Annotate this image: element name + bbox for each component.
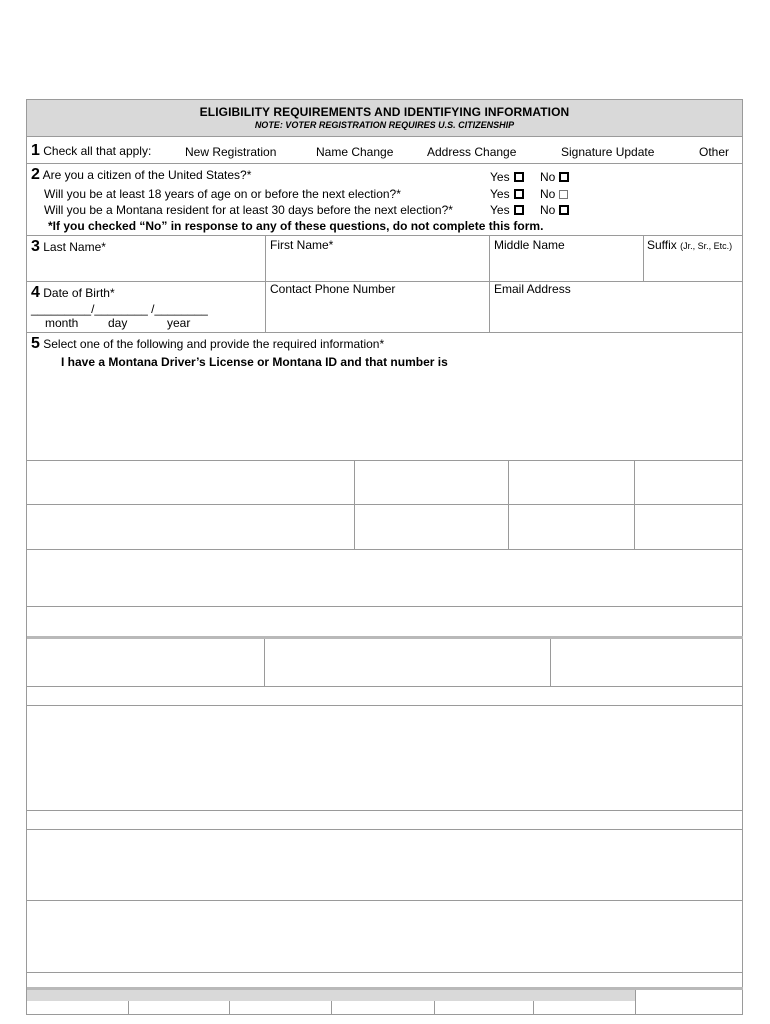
section-5-row <box>31 335 384 353</box>
section-5-number: 5 <box>31 335 40 352</box>
check-all-label: Check all that apply: <box>43 144 152 158</box>
no-label: No <box>540 187 556 201</box>
divider <box>643 235 644 281</box>
section-3-number: 3 <box>31 238 40 255</box>
divider <box>27 705 743 706</box>
age-yes[interactable] <box>490 187 524 201</box>
divider <box>27 460 743 461</box>
option-name-change[interactable]: Name Change <box>316 145 394 159</box>
section-separator <box>27 636 743 639</box>
form-title: ELIGIBILITY REQUIREMENTS AND IDENTIFYING INFORMATION <box>199 105 570 119</box>
section-4-number: 4 <box>31 284 40 301</box>
id-select-label: Select one of the following and provide the required information* <box>43 337 385 351</box>
suffix-hint: (Jr., Sr., Etc.) <box>680 241 733 251</box>
suffix-label: Suffix <box>647 238 677 252</box>
form-header <box>27 100 742 137</box>
option-other[interactable]: Other <box>699 145 730 159</box>
resident-no-checkbox[interactable] <box>559 205 569 215</box>
section-1-row <box>31 142 151 160</box>
divider <box>27 549 743 550</box>
yes-label: Yes <box>490 170 510 184</box>
divider <box>27 810 743 811</box>
eligibility-warning: *If you checked “No” in response to any of these questions, do not complete this form. <box>48 219 544 233</box>
divider <box>264 639 265 686</box>
divider <box>27 235 743 236</box>
citizen-no[interactable] <box>540 170 569 184</box>
no-label: No <box>540 170 556 184</box>
dob-label: Date of Birth* <box>43 286 115 300</box>
citizen-yes[interactable] <box>490 170 524 184</box>
last-name-label: Last Name* <box>43 240 106 254</box>
divider <box>27 900 743 901</box>
option-new-registration[interactable]: New Registration <box>185 145 277 159</box>
citizen-yes-checkbox[interactable] <box>514 172 524 182</box>
dob-month-label: month <box>45 316 79 330</box>
resident-yes[interactable] <box>490 203 524 217</box>
resident-yes-checkbox[interactable] <box>514 205 524 215</box>
resident-no[interactable] <box>540 203 569 217</box>
middle-name-label: Middle Name <box>494 238 565 252</box>
age-no[interactable] <box>540 187 568 201</box>
first-name-label: First Name* <box>270 238 334 252</box>
divider <box>265 235 266 332</box>
divider <box>27 163 743 164</box>
yes-label: Yes <box>490 203 510 217</box>
montana-id-option[interactable]: I have a Montana Driver’s License or Montana ID and that number is <box>61 355 448 369</box>
dob-year-label: year <box>167 316 191 330</box>
option-signature-update[interactable]: Signature Update <box>561 145 655 159</box>
divider <box>27 504 743 505</box>
divider <box>27 972 743 973</box>
last-name-field[interactable] <box>31 238 106 256</box>
divider <box>27 332 743 333</box>
dob-day-label: day <box>108 316 128 330</box>
voter-registration-form <box>26 99 743 1015</box>
divider <box>27 686 743 687</box>
dob-blank[interactable]: _________/________ /________ <box>31 302 208 316</box>
section-1-number: 1 <box>31 142 40 159</box>
age-no-checkbox[interactable] <box>559 190 568 199</box>
age-yes-checkbox[interactable] <box>514 189 524 199</box>
citizenship-note: NOTE: VOTER REGISTRATION REQUIRES U.S. CITIZENSHIP <box>254 120 515 130</box>
section-2-number: 2 <box>31 166 40 183</box>
yes-label: Yes <box>490 187 510 201</box>
option-address-change[interactable]: Address Change <box>427 145 517 159</box>
divider <box>489 235 490 332</box>
shaded-bar <box>27 990 635 1001</box>
resident-question: Will you be a Montana resident for at least 30 days before the next election?* <box>44 203 453 217</box>
citizen-question: Are you a citizen of the United States?* <box>42 168 252 182</box>
age-question: Will you be at least 18 years of age on or before the next election?* <box>44 187 401 201</box>
citizen-question-row <box>31 166 251 184</box>
divider <box>635 990 636 1015</box>
email-label: Email Address <box>494 282 571 296</box>
no-label: No <box>540 203 556 217</box>
suffix-label-row <box>647 238 732 252</box>
divider <box>27 829 743 830</box>
divider <box>550 639 551 686</box>
citizen-no-checkbox[interactable] <box>559 172 569 182</box>
divider <box>27 606 743 607</box>
phone-label: Contact Phone Number <box>270 282 396 296</box>
dob-field[interactable] <box>31 284 115 302</box>
